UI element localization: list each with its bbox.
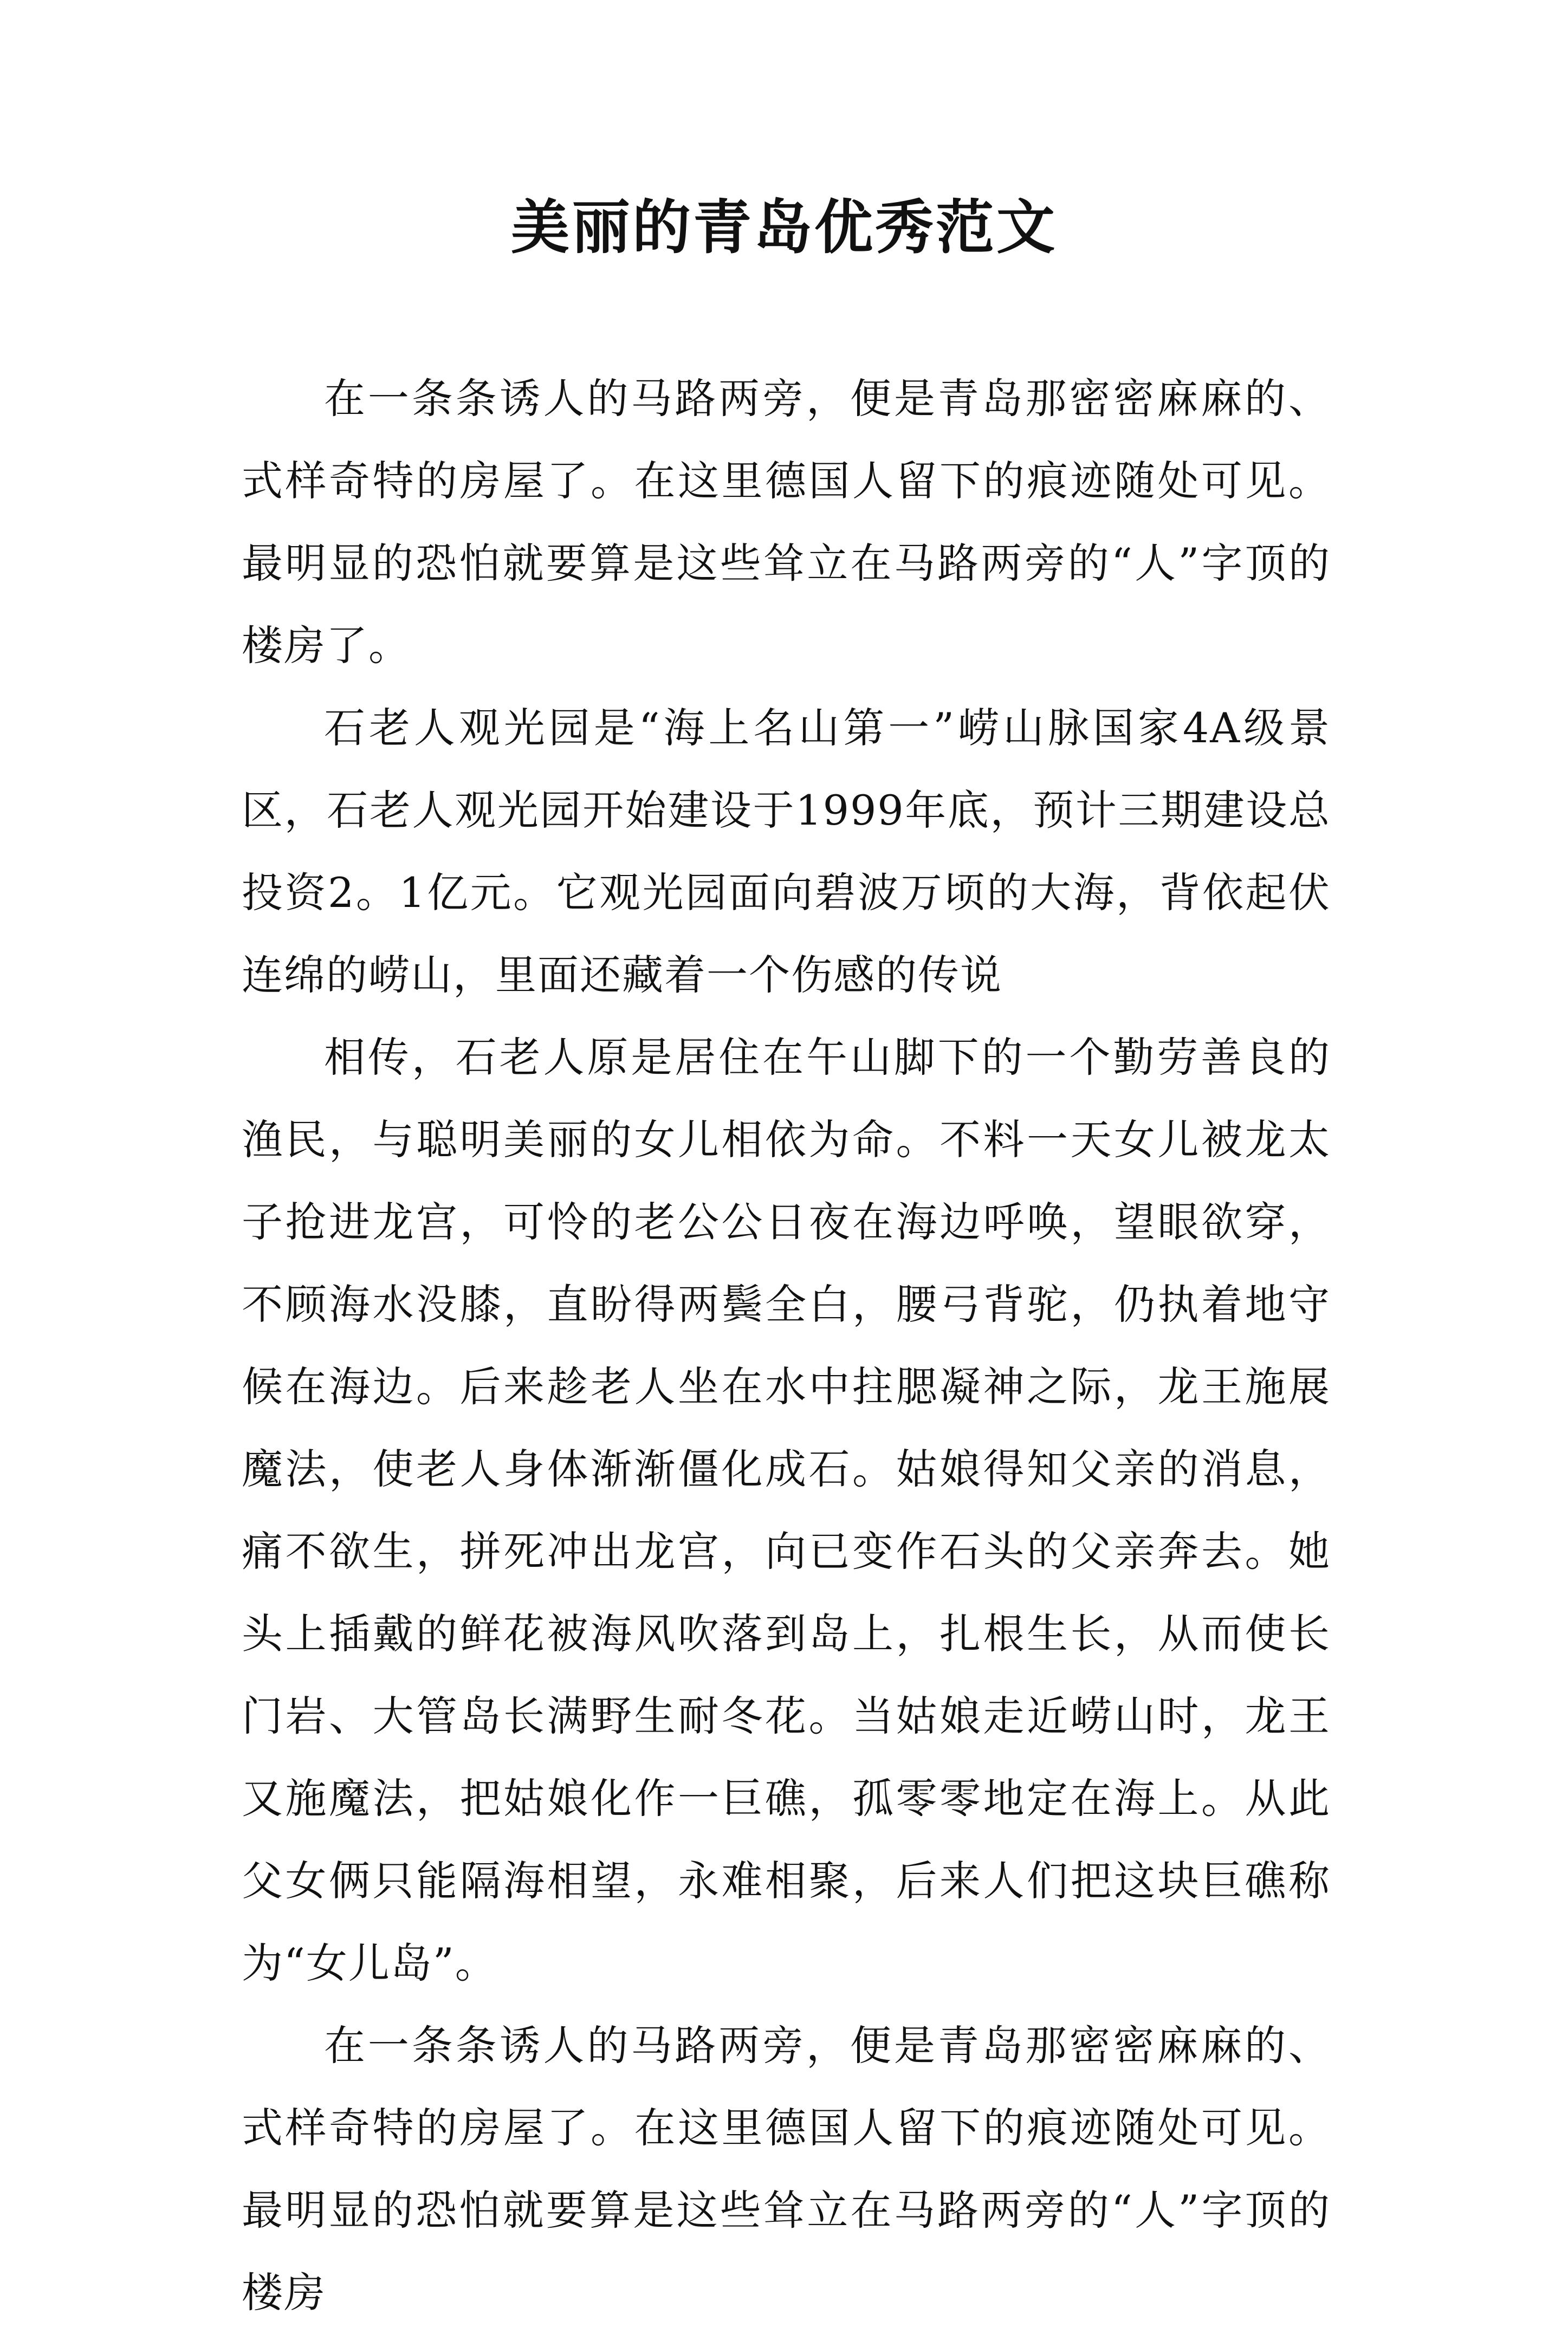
paragraph-1: 在一条条诱人的马路两旁，便是青岛那密密麻麻的、式样奇特的房屋了。在这里德国人留下的痕迹随处可见。最明显的恐怕就要算是这些耸立在马路两旁的“人”字顶的楼房了。: [242, 374, 1331, 670]
document-title: 美丽的青岛优秀范文: [510, 193, 1057, 262]
paragraph-2: 石老人观光园是“海上名山第一”崂山脉国家4A级景区，石老人观光园开始建设于1999年底，预计三期建设总投资2。1亿元。它观光园面向碧波万顷的大海，背依起伏连绵的崂山，里面还藏着一个伤感的传说: [242, 704, 1331, 999]
paragraph-4: 在一条条诱人的马路两旁，便是青岛那密密麻麻的、式样奇特的房屋了。在这里德国人留下的痕迹随处可见。最明显的恐怕就要算是这些耸立在马路两旁的“人”字顶的楼房: [242, 2021, 1331, 2317]
document-body: [242, 358, 1331, 2334]
paragraph-3: 相传，石老人原是居住在午山脚下的一个勤劳善良的渔民，与聪明美丽的女儿相依为命。不料一天女儿被龙太子抢进龙宫，可怜的老公公日夜在海边呼唤，望眼欲穿，不顾海水没膝，直盼得两鬓全白，腰弓背驼，仍执着地守候在海边。后来趁老人坐在水中拄腮凝神之际，龙王施展魔法，使老人身体渐渐僵化成石。姑娘得知父亲的消息，痛不欲生，拼死冲出龙宫，向已变作石头的父亲奔去。她头上插戴的鲜花被海风吹落到岛上，扎根生长，从而使长门岩、大管岛长满野生耐冬花。当姑娘走近崂山时，龙王又施魔法，把姑娘化作一巨礁，孤零零地定在海上。从此父女俩只能隔海相望，永难相聚，后来人们把这块巨礁称为“女儿岛”。: [242, 1033, 1331, 1987]
